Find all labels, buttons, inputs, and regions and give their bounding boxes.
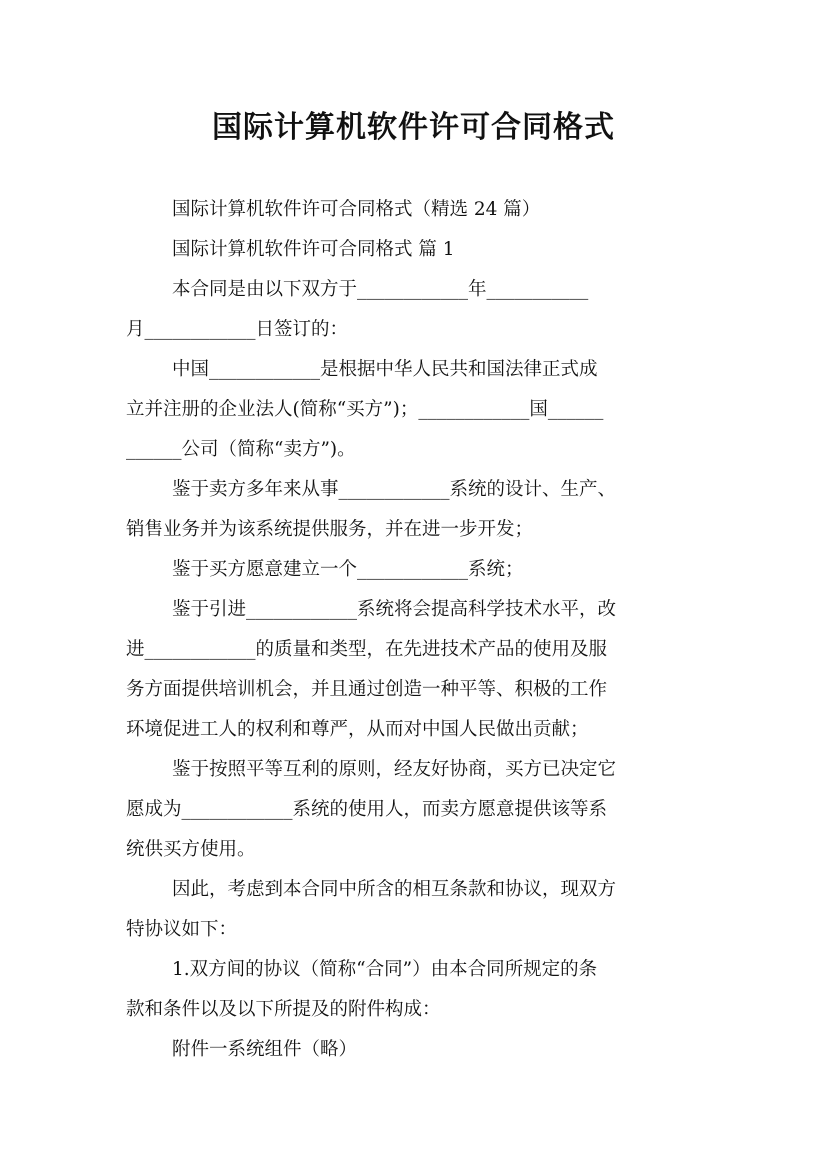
document-body — [126, 190, 706, 1070]
paragraph-line: 愿成为____________系统的使用人，而卖方愿意提供该等系 — [126, 799, 608, 820]
paragraph-line: 月____________日签订的： — [126, 319, 349, 340]
paragraph-line: 统供买方使用。 — [126, 839, 256, 860]
paragraph-line: 鉴于按照平等互利的原则，经友好协商，买方已决定它 — [172, 759, 617, 780]
paragraph-line: 特协议如下： — [126, 919, 238, 940]
paragraph-line: 鉴于卖方多年来从事____________系统的设计、生产、 — [172, 479, 617, 500]
paragraph-line: 国际计算机软件许可合同格式（精选 24 篇） — [172, 199, 541, 220]
paragraph-line: 款和条件以及以下所提及的附件构成： — [126, 999, 441, 1020]
paragraph-line: 务方面提供培训机会，并且通过创造一种平等、积极的工作 — [126, 679, 608, 700]
paragraph-line: 中国____________是根据中华人民共和国法律正式成 — [172, 359, 598, 380]
paragraph-line: 销售业务并为该系统提供服务，并在进一步开发； — [126, 519, 534, 540]
paragraph-line: 因此，考虑到本合同中所含的相互条款和协议，现双方 — [172, 879, 617, 900]
paragraph-line: 鉴于买方愿意建立一个____________系统； — [172, 559, 524, 580]
paragraph-line: 国际计算机软件许可合同格式 篇 1 — [172, 239, 455, 260]
paragraph-line: 环境促进工人的权利和尊严，从而对中国人民做出贡献； — [126, 719, 589, 740]
paragraph-line: 进____________的质量和类型，在先进技术产品的使用及服 — [126, 639, 608, 660]
paragraph-line: 1.双方间的协议（简称“合同”）由本合同所规定的条 — [172, 959, 598, 980]
paragraph-line: ______公司（简称“卖方”)。 — [126, 439, 356, 460]
paragraph-line: 本合同是由以下双方于____________年___________ — [172, 279, 589, 300]
paragraph-line: 附件一系统组件（略） — [172, 1039, 358, 1060]
paragraph-line: 鉴于引进____________系统将会提高科学技术水平，改 — [172, 599, 617, 620]
paragraph-line: 立并注册的企业法人(简称“买方”)；____________国______ — [126, 399, 604, 420]
document-title: 国际计算机软件许可合同格式 — [212, 110, 615, 145]
